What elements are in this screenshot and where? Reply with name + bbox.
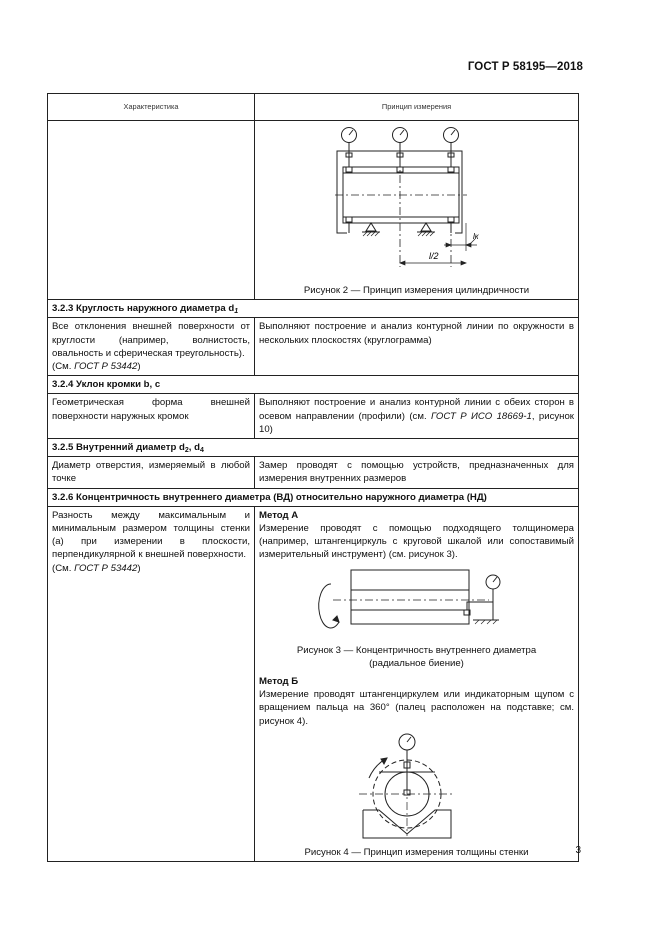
section-3-2-3-ref-suffix: ) xyxy=(137,361,141,373)
cylindricity-diagram xyxy=(259,121,575,287)
figure-2-label-half-length: l/2 xyxy=(429,251,439,261)
section-3-2-6-row xyxy=(48,506,579,861)
section-3-2-4-principle xyxy=(255,394,579,439)
section-3-2-4-right-1: Выполняют построение и анализ контурной линии с обеих сторон в осевом направлении (профили) (см. xyxy=(259,397,574,422)
figure-4-caption: Рисунок 4 — Принцип измерения толщины стенки xyxy=(304,846,529,858)
column-header-measurement-principle: Принцип измерения xyxy=(255,94,579,121)
section-3-2-3-ref-prefix: (См. xyxy=(52,361,75,373)
section-3-2-3-title-sub: 1 xyxy=(234,308,239,316)
section-3-2-4-characteristic: Геометрическая форма внешней поверхности наружных кромок xyxy=(48,394,255,439)
section-3-2-6-left-text: Разность между максимальным и минимальным размером толщины стенки (a) при измерении в плоскости, перпендикулярной к внешней поверхности. xyxy=(52,509,250,561)
table-header-row xyxy=(48,94,579,121)
section-3-2-3-characteristic xyxy=(48,318,255,376)
method-b-heading: Метод Б xyxy=(259,676,299,688)
method-b-text: Измерение проводят штангенциркулем или индикаторным щупом с вращением пальца на 360° (палец расположен на подставке; см. рисунок 4). xyxy=(259,689,574,727)
section-3-2-3-title-row xyxy=(48,300,579,318)
section-3-2-5-row xyxy=(48,457,579,488)
section-3-2-5-sub-a: 2 xyxy=(184,447,189,455)
section-3-2-3-ref: ГОСТ Р 53442 xyxy=(74,361,138,373)
section-3-2-6-ref: ГОСТ Р 53442 xyxy=(74,562,138,574)
figure-3-caption-line-2: (радиальное биение) xyxy=(369,657,464,669)
section-3-2-6-title: 3.2.6 Концентричность внутреннего диаметра (ВД) относительно наружного диаметра (НД) xyxy=(48,488,579,506)
method-a-text: Измерение проводят с помощью подходящего толщиномера (например, штангенциркуль с круговой шкалой или сопоставимый измерительный инструмент) (см. рисунок 3). xyxy=(259,523,574,561)
figure-2-cell xyxy=(255,121,579,300)
section-3-2-6-ref-suffix: ) xyxy=(137,562,141,574)
section-3-2-6-ref-prefix: (См. xyxy=(52,562,75,574)
figure-3-caption-line-1: Рисунок 3 — Концентричность внутреннего диаметра xyxy=(296,644,537,656)
section-3-2-5-characteristic: Диаметр отверстия, измеряемый в любой точке xyxy=(48,457,255,488)
section-3-2-3-title-text: 3.2.3 Круглость наружного диаметра d xyxy=(52,303,235,315)
section-3-2-6-characteristic xyxy=(48,506,255,861)
section-3-2-5-title-row xyxy=(48,439,579,457)
section-3-2-4-ref: ГОСТ Р ИСО 18669-1 xyxy=(431,410,532,422)
characteristics-table xyxy=(47,93,579,862)
figure-2-row xyxy=(48,121,579,300)
wall-thickness-diagram xyxy=(259,728,575,846)
section-3-2-4-right-2: , рисунок 10) xyxy=(259,410,574,435)
section-3-2-5-principle: Замер проводят с помощью устройств, предназначенных для измерения внутренних размеров xyxy=(255,457,579,488)
section-3-2-3-principle: Выполняют построение и анализ контурной линии по окружности в нескольких плоскостях (круглограмма) xyxy=(255,318,579,376)
section-3-2-3-left-text: Все отклонения внешней поверхности от круглости (например, волнистость, овальность и сферическая треугольность). xyxy=(52,321,250,359)
section-3-2-4-title: 3.2.4 Уклон кромки b, c xyxy=(48,376,579,394)
section-3-2-5-sep: , d xyxy=(188,442,200,454)
section-3-2-5-sub-b: 4 xyxy=(199,447,204,455)
section-3-2-6-principle xyxy=(255,506,579,861)
figure-2-label-lk: lк xyxy=(473,232,479,241)
figure-2-caption: Рисунок 2 — Принцип измерения цилиндричности xyxy=(303,285,530,296)
method-a-heading: Метод А xyxy=(259,509,299,521)
empty-cell xyxy=(48,121,255,300)
page-number: 3 xyxy=(575,845,581,856)
section-3-2-4-title-row xyxy=(48,376,579,394)
column-header-characteristic: Характеристика xyxy=(48,94,255,121)
standard-number: ГОСТ Р 58195—2018 xyxy=(467,61,583,73)
section-3-2-6-title-row xyxy=(48,488,579,506)
section-3-2-3-title xyxy=(48,300,579,318)
section-3-2-3-row xyxy=(48,318,579,376)
radial-runout-diagram xyxy=(259,562,575,644)
section-3-2-5-title xyxy=(48,439,579,457)
section-3-2-5-title-text: 3.2.5 Внутренний диаметр d xyxy=(52,442,185,454)
section-3-2-4-row xyxy=(48,394,579,439)
